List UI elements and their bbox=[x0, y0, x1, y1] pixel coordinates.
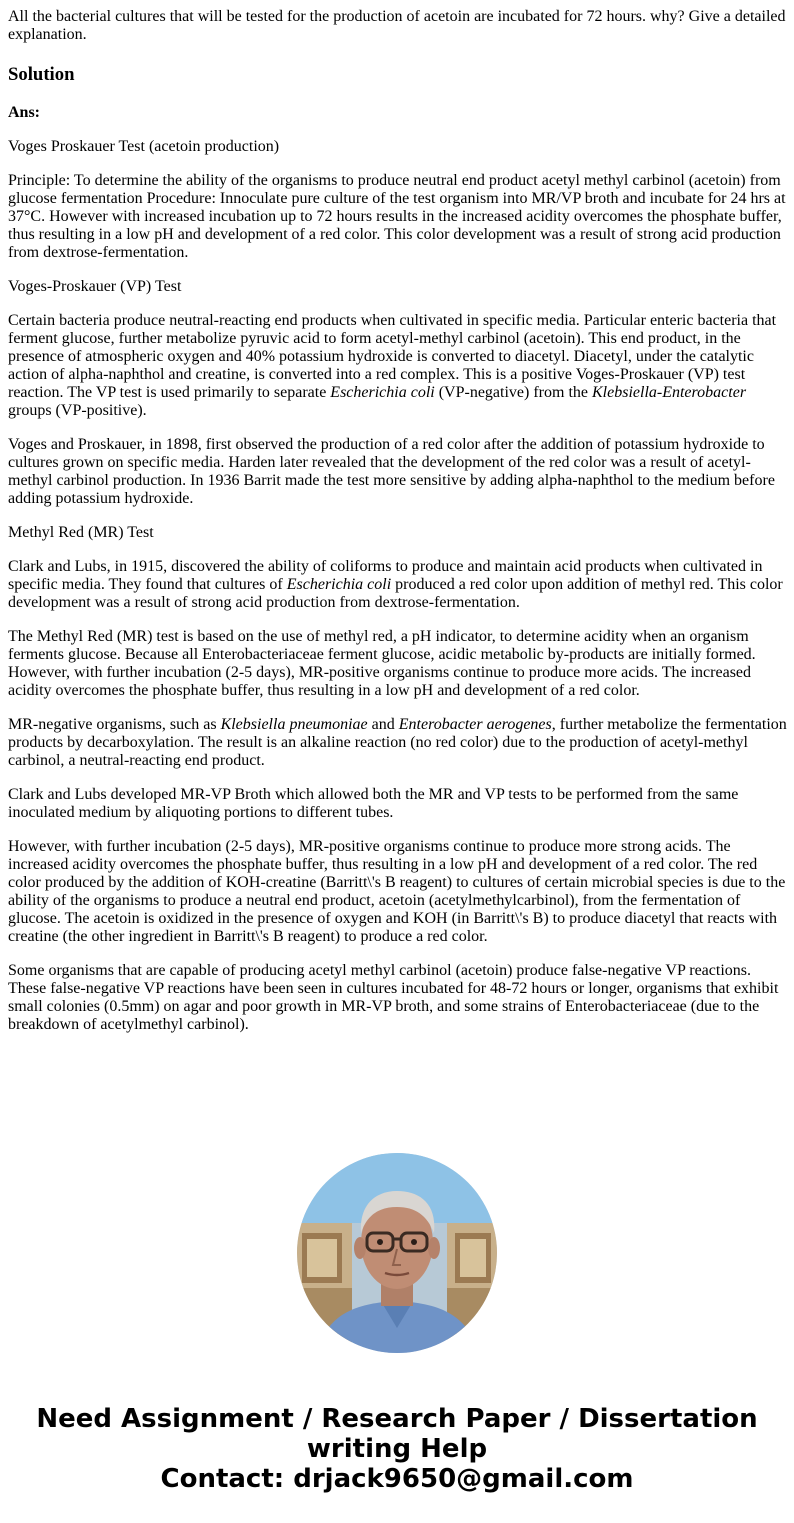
paragraph-vp-test-heading: Voges-Proskauer (VP) Test bbox=[8, 278, 182, 295]
paragraph-vp-history: Voges and Proskauer, in 1898, first observed the production of a red color after the addition of potassium hydroxide to cultures grown on specific media. Harden later revealed that the development of the red color was a result of acetyl-methyl carbinol production. In 1936 Barrit made the test more sensitive by adding alpha-naphthol to the medium before adding potassium hydroxide. bbox=[8, 436, 775, 507]
answer-label: Ans: bbox=[8, 104, 41, 121]
paragraph-mr-history bbox=[8, 558, 788, 612]
solution-heading: Solution bbox=[8, 64, 75, 85]
promo-footer bbox=[0, 1404, 794, 1494]
text-span: , further metabolize the fermentation products by decarboxylation. The result is an alkaline reaction (no red color) due to the production of acetyl-methyl carbinol, a neutral-reacting end product. bbox=[8, 716, 787, 769]
author-avatar bbox=[297, 1153, 497, 1353]
article bbox=[8, 8, 788, 1034]
promo-contact: Contact: drjack9650@gmail.com bbox=[160, 1464, 634, 1494]
paragraph-mrvp-broth: Clark and Lubs developed MR-VP Broth which allowed both the MR and VP tests to be performed from the same inoculated medium by aliquoting portions to different tubes. bbox=[8, 786, 739, 821]
text-span: (VP-negative) from the bbox=[434, 384, 592, 401]
text-span: and bbox=[367, 716, 399, 733]
species-name: Klebsiella-Enterobacter bbox=[592, 384, 747, 401]
text-span: Clark and Lubs, in 1915, discovered the ability of coliforms to produce and maintain acid products when cultivated in specific media. They found that cultures of bbox=[8, 558, 763, 593]
author-photo-icon bbox=[297, 1153, 497, 1353]
text-span: produced a red color upon addition of methyl red. This color development was a result of strong acid production from dextrose-fermentation. bbox=[8, 576, 783, 611]
paragraph-mr-test-heading: Methyl Red (MR) Test bbox=[8, 524, 154, 541]
paragraph-false-negative: Some organisms that are capable of producing acetyl methyl carbinol (acetoin) produce false-negative VP reactions. These false-negative VP reactions have been seen in cultures incubated for 48-72 hours or longer, organisms that exhibit small colonies (0.5mm) on agar and poor growth in MR-VP broth, and some strains of Enterobacteriaceae (due to the breakdown of acetylmethyl carbinol). bbox=[8, 962, 779, 1033]
question-text: All the bacterial cultures that will be tested for the production of acetoin are incubated for 72 hours. why? Give a detailed explanation. bbox=[8, 8, 786, 43]
paragraph-mr-negative bbox=[8, 716, 788, 770]
paragraph-further-incubation: However, with further incubation (2-5 days), MR-positive organisms continue to produce more strong acids. The increased acidity overcomes the phosphate buffer, thus resulting in a low pH and development of a red color. The red color produced by the addition of KOH-creatine (Barritt\'s B reagent) to cultures of certain microbial species is due to the ability of the organisms to produce a neutral end product, acetoin (acetylmethylcarbinol), from the fermentation of glucose. The acetoin is oxidized in the presence of oxygen and KOH (in Barritt\'s B) to produce diacetyl that reacts with creatine (the other ingredient in Barritt\'s B reagent) to produce a red color. bbox=[8, 838, 786, 945]
promo-line-1: Need Assignment / Research Paper / Dissertation bbox=[36, 1404, 758, 1434]
paragraph-mr-description: The Methyl Red (MR) test is based on the use of methyl red, a pH indicator, to determine acidity when an organism ferments glucose. Because all Enterobacteriaceae ferment glucose, acidic metabolic by-products are initially formed. However, with further incubation (2-5 days), MR-positive organisms continue to produce more acids. The increased acidity overcomes the phosphate buffer, thus resulting in a low pH and development of a red color. bbox=[8, 628, 756, 699]
text-span: MR-negative organisms, such as bbox=[8, 716, 221, 733]
paragraph-vp-description bbox=[8, 312, 788, 420]
text-span: Certain bacteria produce neutral-reacting end products when cultivated in specific media. Particular enteric bacteria that ferment glucose, further metabolize pyruvic acid to form acetyl-methyl carbinol (acetoin). This end product, in the presence of atmospheric oxygen and 40% potassium hydroxide is converted to diacetyl. Diacetyl, under the catalytic action of alpha-naphthol and creatine, is converted into a red complex. This is a positive Voges-Proskauer (VP) test reaction. The VP test is used primarily to separate bbox=[8, 312, 777, 401]
species-name: Escherichia coli bbox=[286, 576, 392, 593]
paragraph-principle: Principle: To determine the ability of the organisms to produce neutral end product acetyl methyl carbinol (acetoin) from glucose fermentation Procedure: Innoculate pure culture of the test organism into MR/VP broth and incubate for 24 hrs at 37°C. However with increased incubation up to 72 hours results in the increased acidity overcomes the phosphate buffer, thus resulting in a low pH and development of a red color. This color development was a result of strong acid production from dextrose-fermentation. bbox=[8, 172, 786, 261]
text-span: groups (VP-positive). bbox=[8, 402, 147, 419]
paragraph-vp-title: Voges Proskauer Test (acetoin production) bbox=[8, 138, 280, 155]
species-name: Klebsiella pneumoniae bbox=[220, 716, 368, 733]
species-name: Escherichia coli bbox=[330, 384, 435, 401]
species-name: Enterobacter aerogenes bbox=[398, 716, 552, 733]
promo-line-2: writing Help bbox=[306, 1434, 488, 1464]
